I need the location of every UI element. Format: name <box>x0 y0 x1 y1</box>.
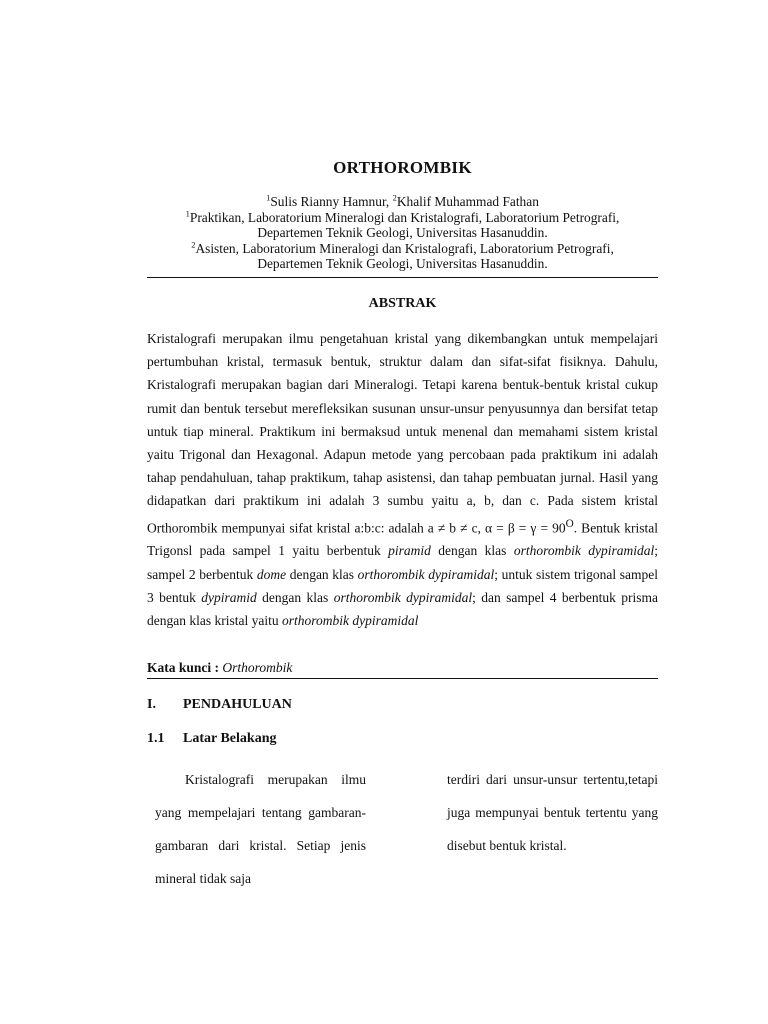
abstract-italic-2: orthorombik dypiramidal <box>513 543 655 559</box>
abstract-text-5: dengan klas <box>286 566 358 582</box>
abstract-divider <box>147 678 658 679</box>
abstract-text-2: . Bentuk kristal Trigonsl pada sampel 1 yaitu berbentuk <box>147 520 658 559</box>
author-line <box>147 194 658 210</box>
body-paragraph-right: terdiri dari unsur-unsur tertentu,tetapi juga mempunyai bentuk tertentu yang disebut bentuk kristal. <box>447 772 658 853</box>
affiliation-1-text: Praktikan, Laboratorium Mineralogi dan Kristalografi, Laboratorium Petrografi, <box>189 209 620 225</box>
abstract-text-4: ; sampel 2 berbentuk <box>147 543 658 582</box>
abstract-body <box>147 327 658 632</box>
abstract-italic-4: orthorombik dypiramidal <box>357 566 495 582</box>
section-heading-pendahuluan <box>147 697 292 713</box>
keywords-separator: : <box>211 660 223 675</box>
body-paragraph-left: Kristalografi merupakan ilmu yang mempelajari tentang gambaran-gambaran dari kristal. Setiap jenis mineral tidak saja <box>155 772 366 886</box>
section-title: PENDAHULUAN <box>183 697 292 712</box>
affiliation-1-line-1 <box>147 210 658 226</box>
author-2-name: Khalif Muhammad Fathan <box>396 194 539 209</box>
header-divider <box>147 277 658 278</box>
author-1-name: Sulis Rianny Hamnur, <box>270 194 393 209</box>
affiliation-2-line-2: Departemen Teknik Geologi, Universitas Hasanuddin. <box>257 256 548 272</box>
affiliation-2-superscript: 2 <box>191 239 196 250</box>
abstract-text-1: Kristalografi merupakan ilmu pengetahuan kristal yang dikembangkan untuk mempelajari pertumbuhan kristal, termasuk bentuk, struktur dalam dan sifat-sifat fisiknya. Dahulu, Kristalografi merupakan bagian dari Mineralogi. Tetapi karena bentuk-bentuk kristal cukup rumit dan bentuk tersebut merefleksikan susunan unsur-unsur penyusunnya dan bersifat tetap untuk tiap mineral. Praktikum ini bermaksud untuk menenal dan memahami sistem kristal yaitu Trigonal dan Hexagonal. Adapun metode yang percobaan pada praktikum ini adalah tahap pendahuluan, tahap praktikum, tahap asistensi, dan tahap pembuatan jurnal. Hasil yang didapatkan dari praktikum ini adalah 3 sumbu yaitu a, b, dan c. Pada sistem kristal Orthorombik mempunyai sifat kristal a:b:c: adalah a ≠ b ≠ c, α = β = γ = 90 <box>147 331 658 536</box>
keywords-line <box>147 660 292 676</box>
affiliation-1-line-2: Departemen Teknik Geologi, Universitas Hasanuddin. <box>257 225 548 241</box>
abstract-text-3: dengan klas <box>430 543 514 559</box>
keywords-label: Kata kunci <box>147 660 212 675</box>
abstract-heading: ABSTRAK <box>368 296 437 311</box>
abstract-paragraph <box>147 327 658 632</box>
subsection-heading-latar-belakang <box>147 731 276 747</box>
abstract-italic-3: dome <box>256 566 287 582</box>
affiliation-1-superscript: 1 <box>185 208 190 219</box>
degree-superscript: O <box>565 517 574 530</box>
abstract-italic-6: orthorombik dypiramidal <box>333 589 473 605</box>
abstract-text-6: ; untuk sistem trigonal sampel 3 bentuk <box>147 566 659 605</box>
author-2-superscript: 2 <box>392 192 397 203</box>
section-number: I. <box>147 697 156 712</box>
abstract-text-8: ; dan sampel 4 berbentuk prisma dengan klas kristal yaitu <box>147 589 658 628</box>
subsection-title: Latar Belakang <box>183 731 277 746</box>
affiliation-2-text: Asisten, Laboratorium Mineralogi dan Kristalografi, Laboratorium Petrografi, <box>195 240 614 256</box>
subsection-number: 1.1 <box>147 731 165 746</box>
abstract-italic-5: dypiramid <box>201 589 257 605</box>
keywords-value: Orthorombik <box>222 660 293 675</box>
body-column-right <box>447 763 658 862</box>
body-column-left <box>155 763 366 895</box>
paper-title: ORTHOROMBIK <box>333 158 472 177</box>
author-block <box>147 194 658 272</box>
abstract-italic-1: piramid <box>388 543 431 559</box>
abstract-text-7: dengan klas <box>256 589 334 605</box>
affiliation-2-line-1 <box>147 241 658 257</box>
author-1-superscript: 1 <box>266 192 271 203</box>
abstract-italic-7: orthorombik dypiramidal <box>281 612 419 628</box>
